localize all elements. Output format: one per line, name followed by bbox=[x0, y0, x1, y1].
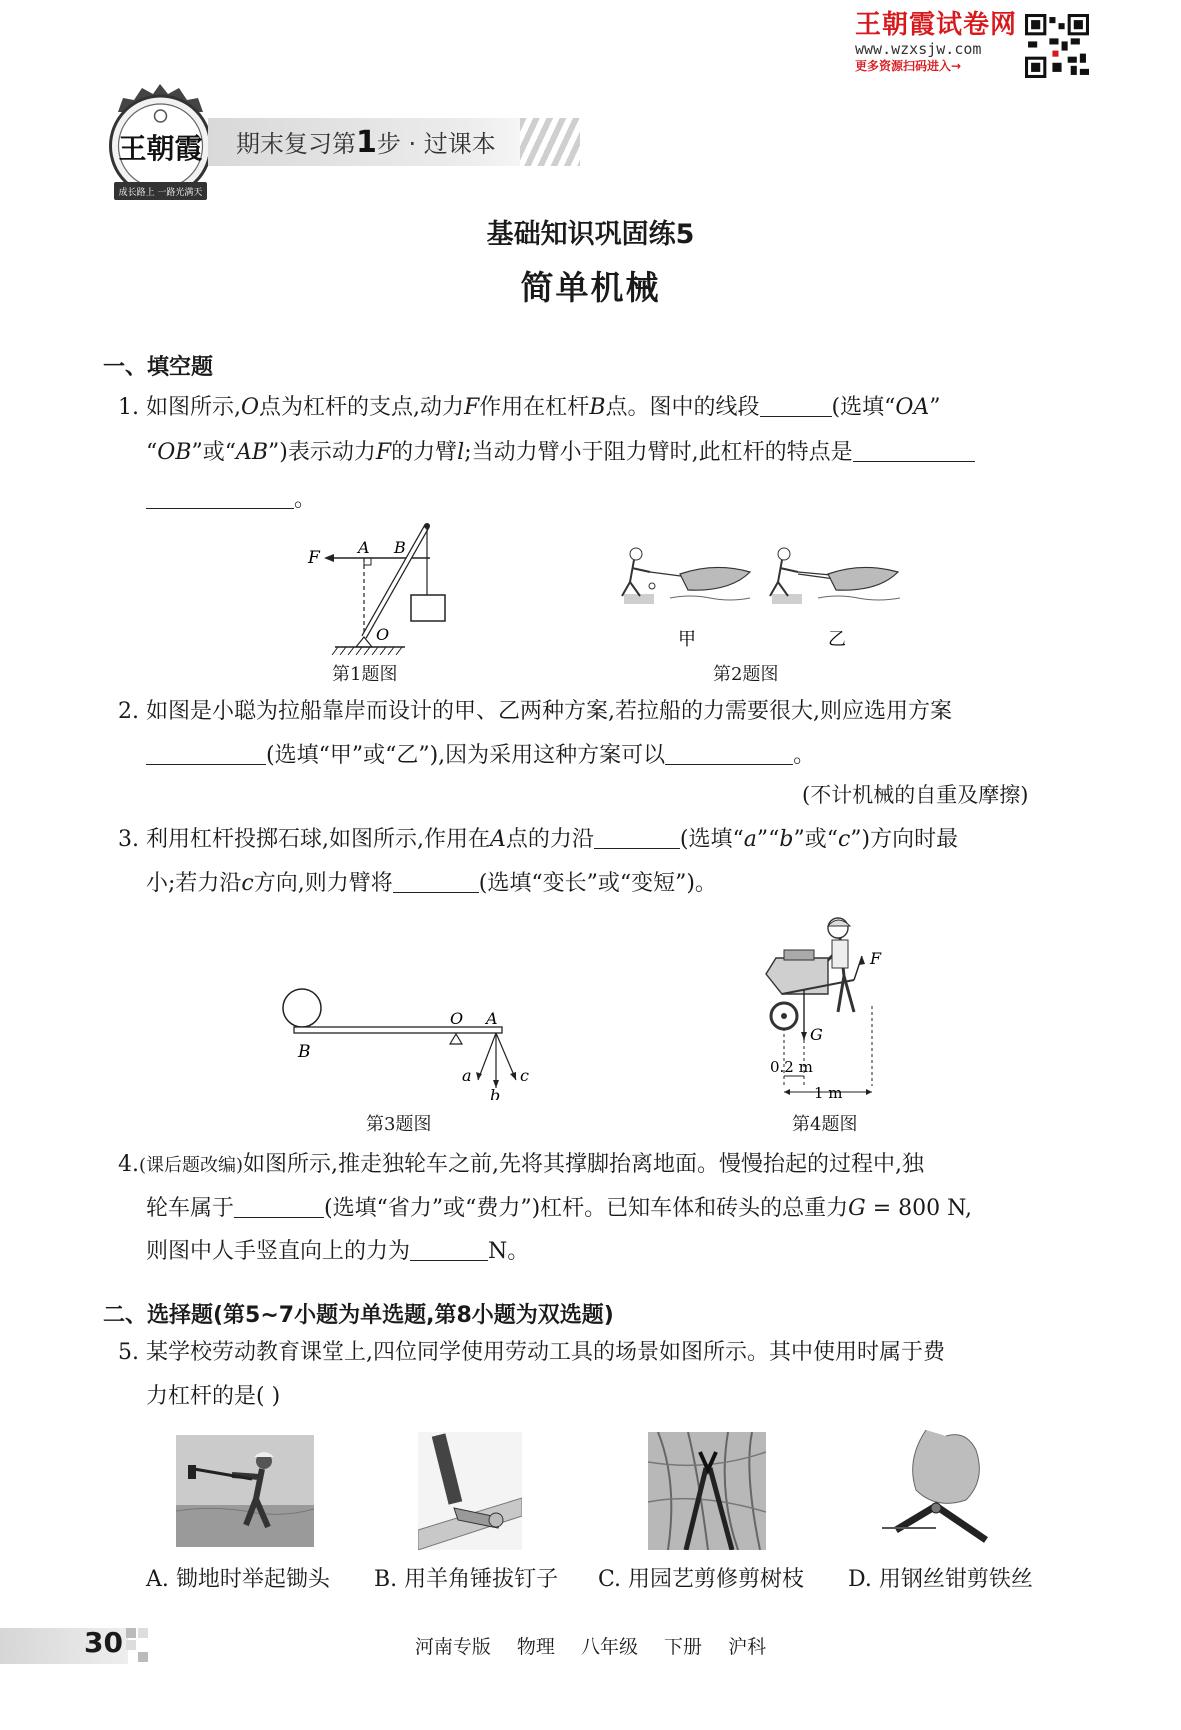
fig1-caption: 第1题图 bbox=[332, 664, 398, 685]
fig3-label-fb: b bbox=[490, 1086, 501, 1100]
fig1-label-f: F bbox=[308, 548, 320, 568]
fig3-label-a: A bbox=[486, 1009, 498, 1028]
banner-num: 1 bbox=[356, 125, 377, 160]
scheme-yi bbox=[770, 548, 900, 604]
fig1-label-b: B bbox=[394, 538, 406, 557]
logo-text: 王朝霞 bbox=[118, 132, 203, 165]
q4-tag: (课后题改编) bbox=[139, 1155, 244, 1176]
fig2-caption: 第2题图 bbox=[713, 664, 779, 685]
figure-4-wheelbarrow bbox=[758, 912, 908, 1102]
figure-1-lever bbox=[300, 520, 460, 655]
option-a[interactable]: A. 锄地时举起锄头 bbox=[146, 1567, 330, 1592]
footer-info bbox=[0, 1632, 1181, 1659]
q4-blank2[interactable] bbox=[410, 1236, 488, 1261]
banner-pre: 期末复习第 bbox=[236, 130, 356, 158]
q2-line1: 2. 如图是小聪为拉船靠岸而设计的甲、乙两种方案,若拉船的力需要很大,则应选用方案 bbox=[118, 699, 952, 724]
figure-2-boat-schemes bbox=[610, 540, 910, 650]
fig4-dist-2: 1 m bbox=[814, 1084, 843, 1102]
fig2-label-yi: 乙 bbox=[828, 629, 846, 650]
fig1-label-a: A bbox=[358, 538, 370, 557]
photo-wire-pliers[interactable] bbox=[876, 1430, 1000, 1552]
photo-claw-hammer[interactable] bbox=[418, 1432, 522, 1550]
section-title-fill-blank: 一、填空题 bbox=[103, 355, 214, 380]
q1-blank1[interactable] bbox=[760, 392, 832, 417]
option-c[interactable]: C. 用园艺剪修剪树枝 bbox=[598, 1567, 805, 1592]
fig4-caption: 第4题图 bbox=[792, 1114, 858, 1135]
q2-line2: (选填“甲”或“乙”),因为采用这种方案可以 。 bbox=[146, 740, 815, 771]
fig2-label-jia: 甲 bbox=[678, 629, 696, 650]
q4-line1: 4.(课后题改编)如图所示,推走独轮车之前,先将其撑脚抬离地面。慢慢抬起的过程中,独 bbox=[118, 1152, 925, 1177]
page-number: 30 bbox=[84, 1626, 123, 1659]
footer-item: 下册 bbox=[664, 1636, 703, 1658]
qr-code-icon[interactable] bbox=[1025, 14, 1089, 78]
brand-name: 王朝霞试卷网 bbox=[855, 10, 1018, 40]
fig4-dist-1: 0.2 m bbox=[770, 1058, 813, 1076]
section-title-choice: 二、选择题(第5~7小题为单选题,第8小题为双选题) bbox=[103, 1303, 614, 1328]
footer-item: 河南专版 bbox=[414, 1636, 491, 1658]
q3-blank2[interactable] bbox=[393, 868, 479, 893]
q2-blank1[interactable] bbox=[146, 740, 266, 765]
logo-small-text: 成长路上 一路光满天 bbox=[118, 188, 203, 198]
q4-line2: 轮车属于 (选填“省力”或“费力”)杠杆。已知车体和砖头的总重力G = 800 N, bbox=[146, 1193, 972, 1224]
fig4-label-f: F bbox=[870, 949, 882, 968]
q5-line2: 力杠杆的是( ) bbox=[146, 1384, 281, 1409]
footer-item: 沪科 bbox=[728, 1636, 767, 1658]
brand-tagline: 更多资源扫码进入→ bbox=[855, 59, 962, 73]
page-title: 简单机械 bbox=[520, 268, 661, 307]
q2-note: (不计机械的自重及摩擦) bbox=[802, 783, 1029, 807]
photo-garden-shears[interactable] bbox=[648, 1432, 766, 1550]
fig1-label-o: O bbox=[376, 625, 390, 644]
fig3-label-fc: c bbox=[520, 1066, 529, 1085]
footer-item: 物理 bbox=[516, 1636, 555, 1658]
banner-stripes bbox=[520, 118, 580, 166]
footer-item: 八年级 bbox=[580, 1636, 638, 1658]
fig3-caption: 第3题图 bbox=[366, 1114, 432, 1135]
q2-blank2[interactable] bbox=[665, 740, 793, 765]
fig4-label-g: G bbox=[810, 1025, 823, 1044]
scheme-jia bbox=[622, 548, 750, 604]
q1-line2: “OB”或“AB”)表示动力F的力臂l;当动力臂小于阻力臂时,此杠杆的特点是 bbox=[146, 437, 975, 468]
photo-hoeing[interactable] bbox=[176, 1435, 314, 1547]
option-b[interactable]: B. 用羊角锤拔钉子 bbox=[374, 1567, 559, 1592]
q4-blank1[interactable] bbox=[234, 1193, 324, 1218]
q3-blank1[interactable] bbox=[594, 824, 680, 849]
q1-blank2-cont[interactable] bbox=[146, 484, 294, 509]
fig3-label-fa: a bbox=[462, 1066, 472, 1085]
q1-blank2[interactable] bbox=[853, 437, 975, 462]
fig3-label-b: B bbox=[298, 1042, 311, 1062]
banner-post: 步 · 过课本 bbox=[376, 130, 496, 158]
q1-line3: 。 bbox=[146, 484, 316, 515]
brand-url[interactable]: www.wzxsjw.com bbox=[855, 40, 982, 58]
banner-text bbox=[236, 124, 496, 160]
q3-line2: 小;若力沿c方向,则力臂将 (选填“变长”或“变短”)。 bbox=[146, 868, 717, 899]
brand-block bbox=[855, 10, 1030, 74]
q1-line1: 1. 如图所示,O点为杠杆的支点,动力F作用在杠杆B点。图中的线段 (选填“OA” bbox=[118, 392, 941, 423]
q4-line3: 则图中人手竖直向上的力为 N。 bbox=[146, 1236, 529, 1267]
logo-seal-icon bbox=[98, 78, 223, 206]
figure-3-throw-lever bbox=[280, 980, 550, 1100]
fig3-label-o: O bbox=[450, 1009, 464, 1028]
page-subtitle: 基础知识巩固练5 bbox=[486, 219, 695, 250]
q5-line1: 5. 某学校劳动教育课堂上,四位同学使用劳动工具的场景如图所示。其中使用时属于费 bbox=[118, 1340, 945, 1365]
option-d[interactable]: D. 用钢丝钳剪铁丝 bbox=[848, 1567, 1033, 1592]
q3-line1: 3. 利用杠杆投掷石球,如图所示,作用在A点的力沿 (选填“a”“b”或“c”)方向时最 bbox=[118, 824, 958, 855]
